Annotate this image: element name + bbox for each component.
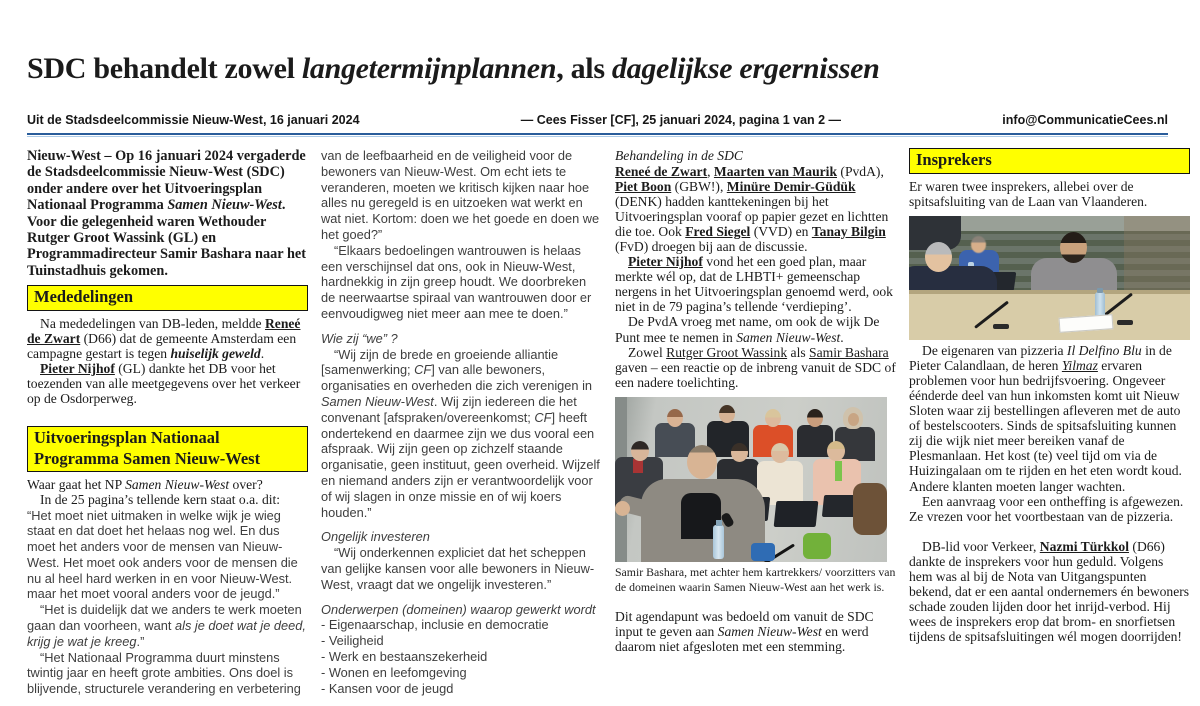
text-segment: als je doet wat je deed, krijg je wat je kreeg	[27, 618, 306, 649]
audience-member-head	[848, 413, 859, 426]
text-segment: langetermijnplannen	[301, 52, 557, 85]
text-segment: “Wij zijn de brede en groeiende alliantie [samenwerking;	[321, 346, 559, 378]
text-segment: Reneé de Zwart	[27, 315, 301, 346]
text-segment: “Het Nationaal Programma duurt minstens twintig jaar en heeft grote ambities. Ons doel is blijvende, structurele verandering en verbetering	[27, 649, 301, 697]
bottle-cap	[1097, 288, 1103, 293]
subheading-onderwerpen	[321, 602, 602, 618]
text-segment: Samen Nieuw-West	[736, 329, 841, 345]
quote-alliantie	[321, 347, 602, 521]
text-segment: Onderwerpen (domeinen) waarop gewerkt wordt	[321, 601, 596, 617]
text-segment: Minüre Demir-Güdük	[726, 178, 856, 194]
audience-member-head	[667, 409, 683, 427]
shoulder-strap	[835, 461, 842, 481]
bottle-cap	[716, 520, 722, 526]
speaker-head	[687, 445, 717, 479]
audience-member-head	[731, 443, 748, 462]
list-item	[321, 617, 602, 633]
text-segment: DB-lid voor Verkeer,	[922, 538, 1040, 554]
text-segment: in de Pieter Calandlaan, de heren	[909, 342, 1172, 373]
audience-member-head	[771, 443, 789, 463]
text-segment: Nazmi Türkkol	[1039, 538, 1130, 554]
text-segment: . Voor die gelegenheid waren Wethouder Rutger Groot Wassink (GL) en Programmadirecteur Samir Bashara naar het Tuinstadhuis gekomen.	[27, 197, 307, 279]
text-segment: - Kansen voor de jeugd	[321, 680, 454, 696]
text-segment: .”	[136, 633, 145, 649]
text-segment: over?	[229, 477, 263, 493]
text-segment: Wie zij “we” ?	[321, 330, 398, 346]
text-segment: ] heeft ondertekend en daarmee zijn we dus vooral een afspraak. Wij zijn geen op zichzelf staande organisatie, geen instituut, geen overheid. Wijzelf en niemand anders zijn er verantwoordelijk voor of wij slagen in onze missie en of wij koers houden.”	[321, 409, 600, 520]
text-segment: Tanay Bilgin	[811, 223, 886, 239]
quote-wieg	[27, 508, 308, 603]
audience-member-head	[827, 441, 845, 461]
text-segment: ] van alle bewoners, organisaties en overheden die zich verenigen in	[321, 362, 593, 394]
byline-author-page: — Cees Fisser [CF], 25 januari 2024, pagina 1 van 2 —	[520, 113, 842, 127]
text-segment: Samen Nieuw-West	[717, 624, 822, 640]
text-segment: Yilmaz	[1061, 357, 1098, 373]
paragraph-lhbti	[615, 254, 896, 314]
page-title	[27, 52, 879, 86]
text-segment: Reneé de Zwart	[615, 163, 708, 179]
text-segment: In de 25 pagina’s tellende kern staat o.a. dit:	[40, 492, 281, 508]
paragraph-reactie	[615, 345, 896, 390]
text-segment: (GL) dankte het DB voor het toezenden van alle meetgegevens over het verkeer op de Osdorperweg.	[27, 361, 301, 407]
text-segment: en werd daarom niet afgesloten met een stemming.	[615, 624, 869, 655]
text-segment: Mededelingen	[34, 287, 133, 307]
heading-insprekers	[909, 148, 1190, 174]
text-segment: (VVD) en	[750, 223, 812, 239]
list-item	[321, 649, 602, 665]
subheading-wie-zij-we	[321, 331, 602, 347]
text-segment: - Werk en bestaanszekerheid	[321, 648, 488, 664]
text-segment: Zowel	[628, 344, 667, 360]
lead-paragraph	[27, 148, 308, 279]
microphone-base	[1117, 320, 1133, 325]
text-segment: Behandeling in de SDC	[615, 148, 743, 163]
text-segment: , als	[556, 52, 612, 85]
byline-source: Uit de Stadsdeelcommissie Nieuw-West, 16 januari 2024	[27, 113, 360, 127]
paragraph-kern	[27, 492, 308, 507]
microphone-base	[993, 324, 1009, 329]
paragraph-agendapunt	[615, 609, 896, 654]
header-rule	[27, 133, 1168, 138]
quote-leefbaarheid	[321, 148, 602, 243]
paragraph-waar-gaat	[27, 477, 308, 492]
byline-row	[27, 113, 1168, 127]
text-segment: Waar gaat het NP	[27, 477, 126, 493]
text-segment: Samen Nieuw-West	[125, 477, 230, 493]
audience-member-head	[631, 441, 649, 461]
paragraph-osdorperweg	[27, 361, 308, 406]
paragraph-turkkol	[909, 539, 1190, 645]
text-segment: SDC behandelt zowel	[27, 52, 302, 85]
text-segment: (FvD) droegen bij aan de discussie.	[615, 238, 808, 254]
inspreker-right-head	[1060, 232, 1087, 263]
audience-member-head	[765, 409, 781, 427]
text-segment: ,	[707, 163, 714, 179]
coat-shape	[853, 483, 887, 535]
list-item	[321, 665, 602, 681]
quote-nationaal-programma	[27, 650, 308, 697]
text-segment: - Veiligheid	[321, 633, 384, 649]
speakers-desk	[909, 290, 1190, 340]
text-segment: Rutger Groot Wassink	[666, 344, 788, 360]
audience-member-head	[719, 405, 735, 423]
heading-mededelingen	[27, 285, 308, 311]
text-segment: Il Delfino Blu	[1066, 342, 1142, 358]
text-segment: . Wij zijn iedereen die het convenant [afspraken/overeenkomst;	[321, 393, 577, 425]
text-segment: Nieuw-West – Op 16 januari 2024 vergaderde de Stadsdeelcommissie Nieuw-West (SDC) onder andere over het Uitvoeringsplan Nationaal Programma	[27, 148, 306, 214]
text-segment: Na mededelingen van DB-leden, meldde	[40, 315, 265, 331]
inspreker-left-head	[925, 242, 952, 272]
text-segment: Samir Bashara, met achter hem kartrekkers/ voorzitters van de domeinen waarin Samen Nieuw-West aan het werk is.	[615, 564, 896, 594]
paragraph-campagne	[27, 316, 308, 361]
text-segment: (D66) dankte de insprekers voor hun geduld. Volgens hem was al bij de Nota van Uitgangspunten bekend, dat er een aantal ondernemers én bewoners schade zouden lijden door het inrijd-verbod. Hij wees de insprekers erop dat brom- en snorfietsen tijdens de spitsafsluitingen wél mogen doorrijden!	[909, 538, 1190, 645]
text-segment: Insprekers	[916, 150, 992, 169]
text-segment: CF	[534, 409, 552, 425]
photo-insprekers	[909, 216, 1190, 340]
list-item	[321, 681, 602, 697]
text-segment: Er waren twee insprekers, allebei over de spitsafsluiting van de Laan van Vlaanderen.	[909, 178, 1148, 209]
text-segment: Samen Nieuw-West	[321, 393, 434, 409]
text-segment: gaven – een reactie op de inbreng vanuit de SDC of een nadere toelichting.	[615, 359, 896, 390]
text-segment: Dit agendapunt was bedoeld om vanuit de SDC input te geven aan	[615, 609, 874, 640]
text-segment: Fred Siegel	[685, 223, 751, 239]
text-segment: van de leefbaarheid en de veiligheid voor de bewoners van Nieuw-West. Om echt iets te veranderen, moeten we kritisch kijken naar hoe alles nu geregeld is en uitzoeken wat werkt en wat niet. Kortom: doen we het goede en doen we het goed?”	[321, 148, 600, 242]
column-3	[615, 148, 896, 706]
heading-uitvoeringsplan	[27, 426, 308, 472]
person-behind-head	[971, 236, 986, 253]
text-segment: Maarten van Maurik	[713, 163, 838, 179]
text-segment: (GBW!),	[671, 178, 727, 194]
paragraph-pizzeria	[909, 343, 1190, 494]
text-segment: ervaren problemen voor hun bedrijfsvoering. Ongeveer éénderde deel van hun inkomsten komt uit Nieuw Sloten waar zij bestellingen afleveren met de auto of bestelscooters. Sinds de spitsafsluiting kunnen zij die wijk niet meer bereiken vanaf de Plesmanlaan. Het kost (te) veel tijd om via de Huizingalaan om te rijden en het eten wordt koud. Andere klanten moeten langer wachten.	[909, 357, 1182, 494]
laptop-shape	[774, 501, 819, 527]
text-segment: CF	[414, 362, 432, 378]
blue-bag	[751, 543, 775, 561]
paragraph-ontheffing	[909, 494, 1190, 524]
text-segment: dagelijkse ergernissen	[611, 52, 880, 85]
text-segment: (D66) dat de gemeente Amsterdam een campagne gestart is tegen	[27, 330, 297, 361]
water-bottle	[713, 525, 724, 559]
wood-panel	[1124, 216, 1190, 292]
red-scarf	[633, 459, 643, 473]
photo-caption-sdc	[615, 565, 896, 594]
text-segment: “Het moet niet uitmaken in welke wijk je wieg staat en dat doet het helaas nog wel. En dus moet het anders voor de mensen van Nieuw-West. Het moet ook anders voor de mensen die nu al heel hard werken in en voor Nieuw-West. maar het moet vooral anders voor de jeugd.”	[27, 507, 298, 602]
quote-ongelijk-investeren	[321, 545, 602, 592]
column-1	[27, 148, 308, 706]
text-segment: (DENK) hadden kanttekeningen bij het Uitvoeringsplan vooraf op papier gezet en lichtten die toe. Ook	[615, 193, 889, 239]
text-segment: Pieter Nijhof	[628, 254, 703, 270]
speaker-hand	[615, 501, 630, 516]
text-segment: - Eigenaarschap, inclusie en democratie	[321, 617, 549, 633]
text-segment: Pieter Nijhof	[40, 361, 115, 377]
text-segment: vond het een goed plan, maar merkte wél op, dat de LHBTI+ gemeenschap nergens in het Uitvoeringsplan genoemd werd, ook niet in de 79 pagina’s tellende ‘verdieping’.	[615, 254, 893, 315]
text-segment: Samen Nieuw-West	[167, 197, 282, 214]
text-segment: Samir Bashara	[809, 344, 889, 360]
text-segment: Piet Boon	[615, 178, 672, 194]
text-segment: Ongelijk investeren	[321, 529, 430, 545]
text-segment: Een aanvraag voor een ontheffing is afgewezen. Ze vrezen voor het voortbestaan van de pizzeria.	[909, 493, 1184, 524]
subheading-behandeling	[615, 148, 896, 164]
audience-member-head	[807, 409, 823, 427]
text-segment: als	[787, 344, 810, 360]
text-segment: .	[840, 329, 844, 345]
list-item	[321, 633, 602, 649]
photo-sdc-zaal	[615, 397, 887, 562]
paragraph-twee-insprekers	[909, 179, 1190, 209]
column-4	[909, 148, 1190, 706]
paragraph-kanttekeningen	[615, 164, 896, 255]
text-segment: .	[260, 345, 265, 361]
column-2	[321, 148, 602, 706]
text-segment: huiselijk geweld	[170, 345, 261, 361]
text-segment: De PvdA vroeg met name, om ook de wijk De Punt mee te nemen in	[615, 314, 880, 345]
quote-anders-te-werk	[27, 602, 308, 649]
text-segment: “Elkaars bedoelingen wantrouwen is helaas een verschijnsel dat ons, ook in Nieuw-West, hardnekkig in zijn greep houdt. We doorbreken de neerwaartse spiraal van wantrouwen door er eenvoudigweg niet meer aan mee te doen.”	[321, 242, 592, 321]
quote-wantrouwen	[321, 243, 602, 322]
byline-email[interactable]: info@CommunicatieCees.nl	[1002, 113, 1168, 127]
text-segment: - Wonen en leefomgeving	[321, 664, 467, 680]
text-segment: De eigenaren van pizzeria	[922, 342, 1067, 358]
text-segment: “Het is duidelijk dat we anders te werk moeten gaan dan voorheen, want	[27, 602, 302, 634]
green-bag	[803, 533, 831, 559]
paragraph-de-punt	[615, 314, 896, 344]
article-columns	[27, 148, 1190, 706]
text-segment: (PvdA),	[837, 163, 884, 179]
subheading-ongelijk-investeren	[321, 529, 602, 545]
text-segment: Uitvoeringsplan Nationaal Programma Samen Nieuw-West	[34, 428, 261, 468]
text-segment: “Wij onderkennen expliciet dat het scheppen van gelijke kansen voor alle bewoners in Nieuw-West, vraagt dat we ongelijk investeren.”	[321, 545, 595, 592]
